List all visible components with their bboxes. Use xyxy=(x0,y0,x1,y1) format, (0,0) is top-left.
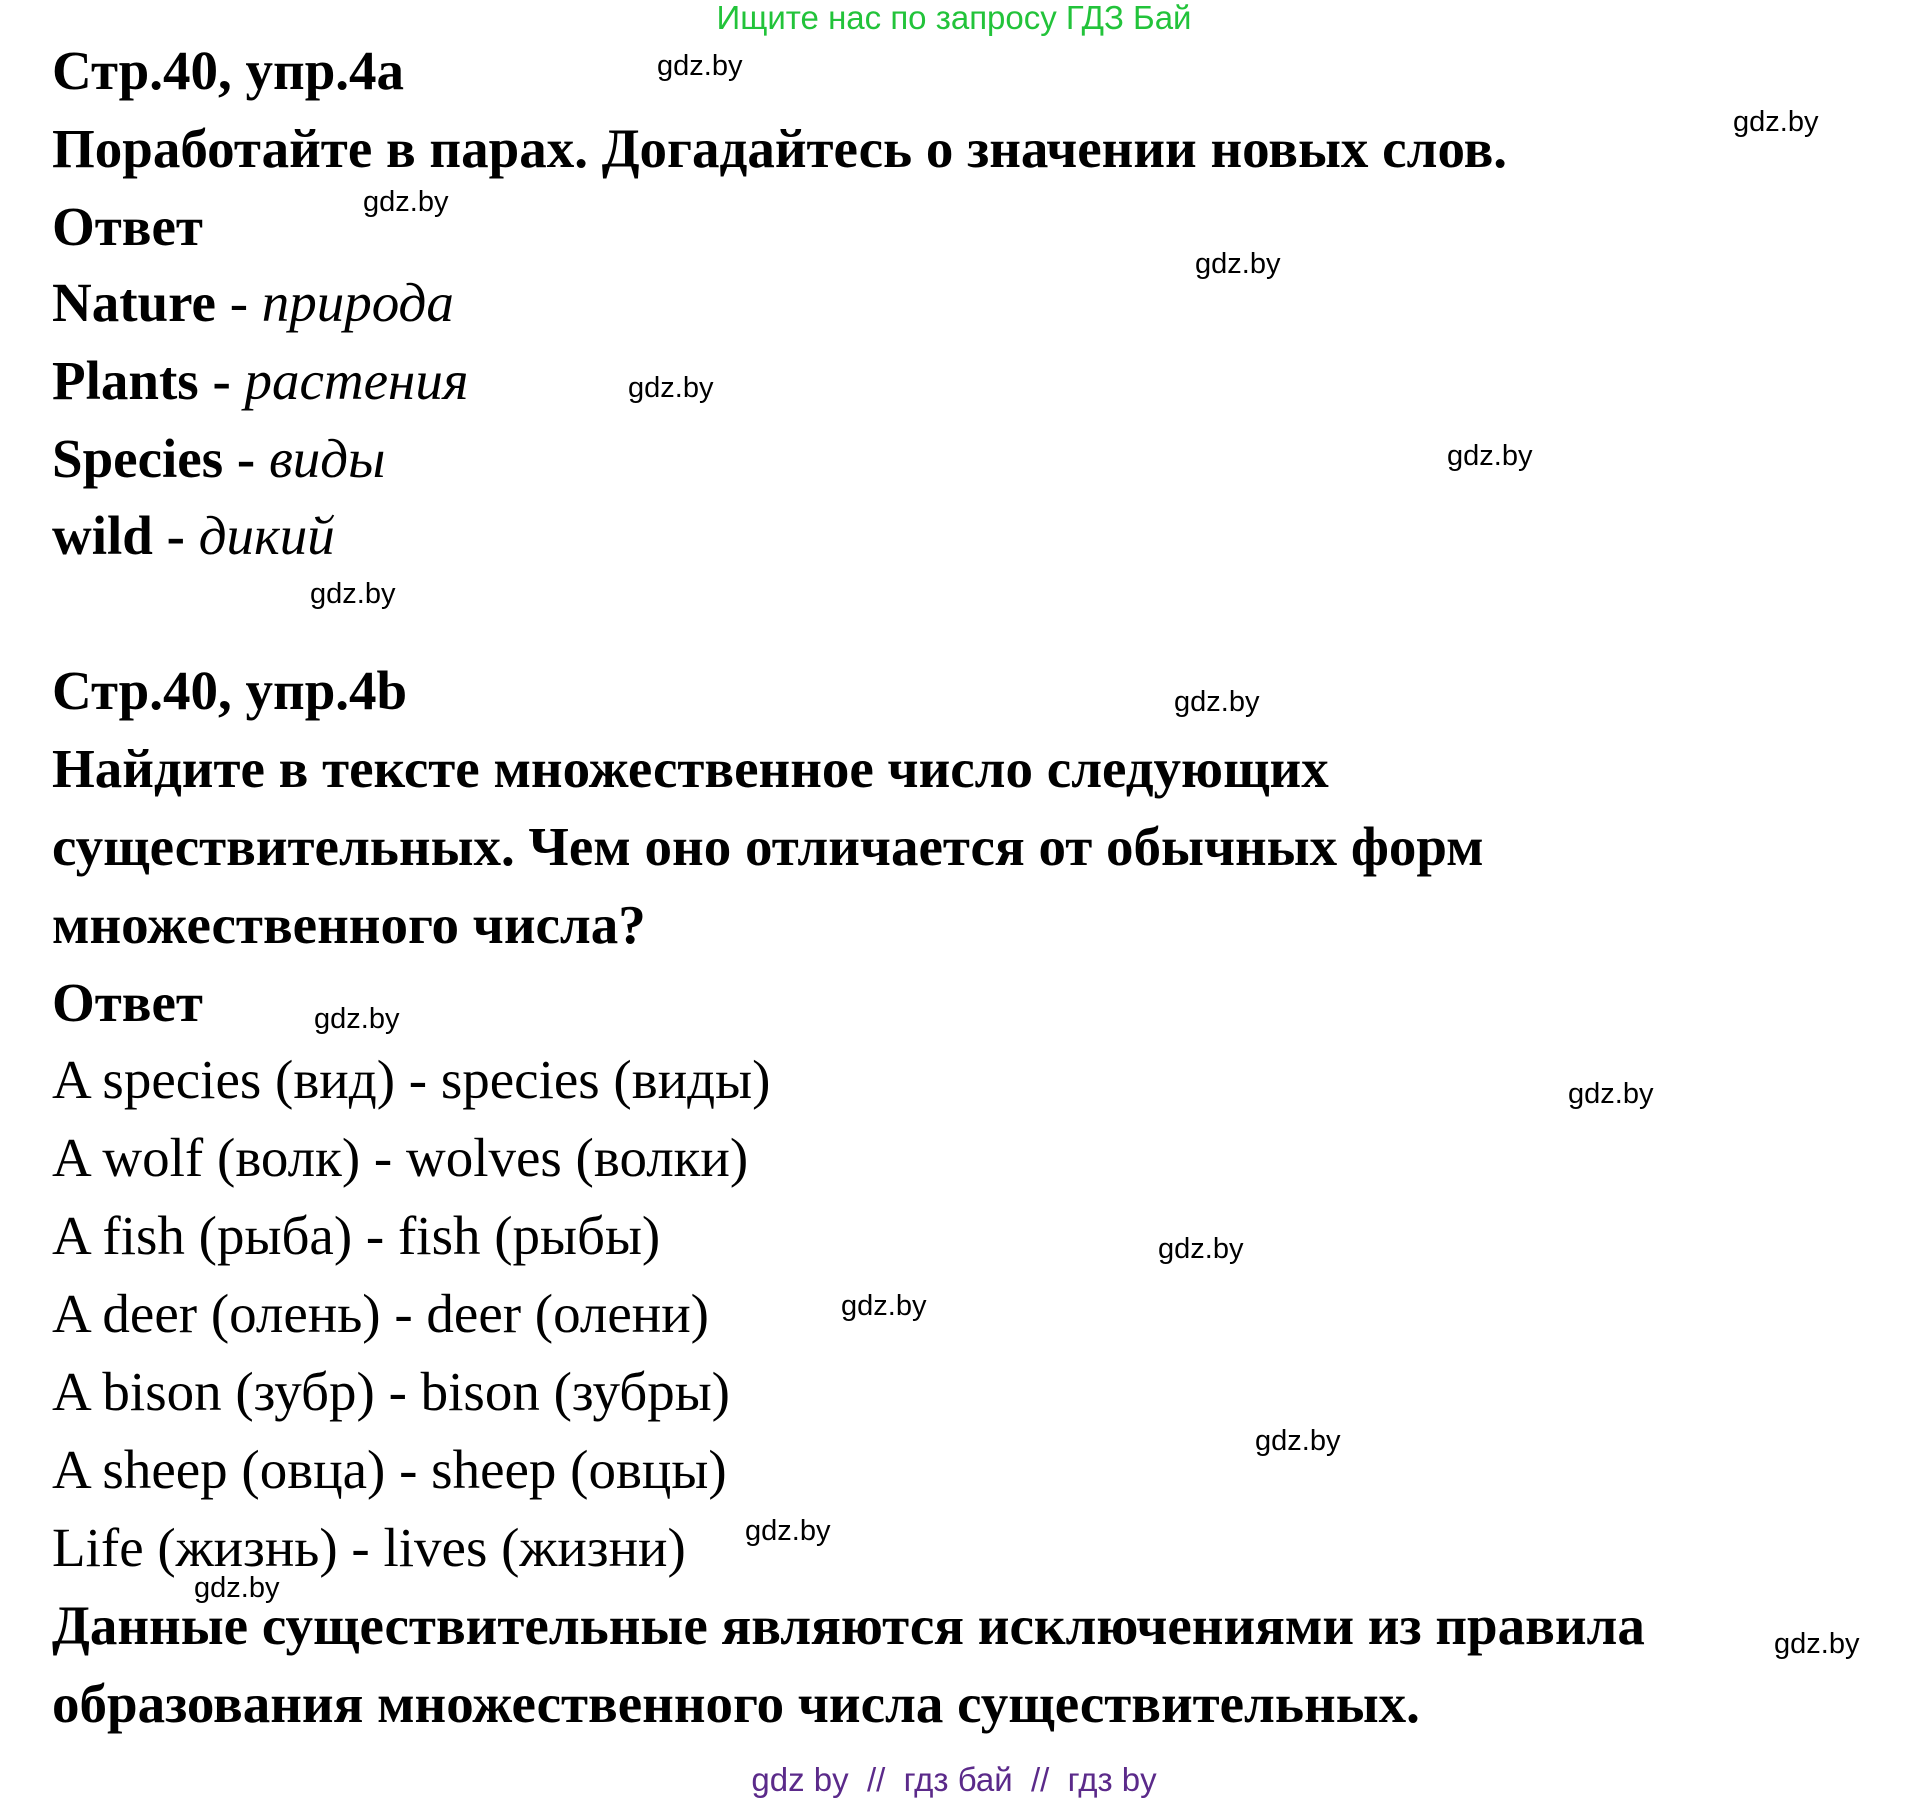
ex4b-answer-label: Ответ xyxy=(52,972,203,1033)
watermark: gdz.by xyxy=(657,50,743,82)
vocab-item-plants xyxy=(52,350,468,412)
plural-pair: A fish (рыба) - fish (рыбы) xyxy=(52,1205,661,1266)
ex4a-task: Поработайте в парах. Догадайтесь о значении новых слов. xyxy=(52,118,1508,179)
watermark: gdz.by xyxy=(1158,1233,1244,1265)
watermark: gdz.by xyxy=(310,578,396,610)
watermark: gdz.by xyxy=(314,1003,400,1035)
plural-pair: A deer (олень) - deer (олени) xyxy=(52,1283,709,1344)
watermark: gdz.by xyxy=(1195,248,1281,280)
vocab-separator: - xyxy=(223,428,269,489)
vocab-separator: - xyxy=(152,505,199,566)
vocab-russian: природа xyxy=(261,272,454,333)
vocab-russian: растения xyxy=(244,350,469,411)
ex4b-task-line: Найдите в тексте множественное число следующих xyxy=(52,738,1329,799)
watermark: gdz.by xyxy=(1774,1628,1860,1660)
vocab-item-species xyxy=(52,428,385,490)
vocab-russian: виды xyxy=(268,428,386,489)
ex4b-conclusion-line: Данные существительные являются исключениями из правила xyxy=(52,1595,1645,1656)
plural-pair: Life (жизнь) - lives (жизни) xyxy=(52,1517,686,1578)
ex4a-answer-label: Ответ xyxy=(52,196,203,257)
watermark: gdz.by xyxy=(1174,686,1260,718)
watermark: gdz.by xyxy=(1447,440,1533,472)
watermark: gdz.by xyxy=(628,372,714,404)
ex4b-task-line: множественного числа? xyxy=(52,894,646,955)
vocab-item-wild xyxy=(52,505,335,567)
ex4b-task-line: существительных. Чем оно отличается от обычных форм xyxy=(52,816,1484,877)
ex4b-title: Стр.40, упр.4b xyxy=(52,660,408,721)
vocab-english: Nature xyxy=(52,272,216,333)
watermark: gdz.by xyxy=(841,1290,927,1322)
plural-pair: A species (вид) - species (виды) xyxy=(52,1049,771,1110)
vocab-english: Species xyxy=(52,428,224,489)
top-banner: Ищите нас по запросу ГДЗ Бай xyxy=(716,0,1192,36)
vocab-english: Plants xyxy=(52,350,199,411)
vocab-separator: - xyxy=(198,350,245,411)
vocab-separator: - xyxy=(215,272,262,333)
ex4b-conclusion-line: образования множественного числа существительных. xyxy=(52,1673,1420,1734)
vocab-russian: дикий xyxy=(198,505,335,566)
watermark: gdz.by xyxy=(1568,1078,1654,1110)
plural-pair: A sheep (овца) - sheep (овцы) xyxy=(52,1439,727,1500)
footer-watermark: gdz by // гдз бай // гдз by xyxy=(751,1761,1157,1798)
plural-pair: A bison (зубр) - bison (зубры) xyxy=(52,1361,730,1422)
watermark: gdz.by xyxy=(194,1572,280,1604)
watermark: gdz.by xyxy=(1733,106,1819,138)
watermark: gdz.by xyxy=(363,186,449,218)
vocab-item-nature xyxy=(52,272,454,334)
vocab-english: wild xyxy=(52,505,153,566)
ex4a-title: Стр.40, упр.4а xyxy=(52,40,405,101)
watermark: gdz.by xyxy=(745,1515,831,1547)
plural-pair: A wolf (волк) - wolves (волки) xyxy=(52,1127,749,1188)
watermark: gdz.by xyxy=(1255,1425,1341,1457)
